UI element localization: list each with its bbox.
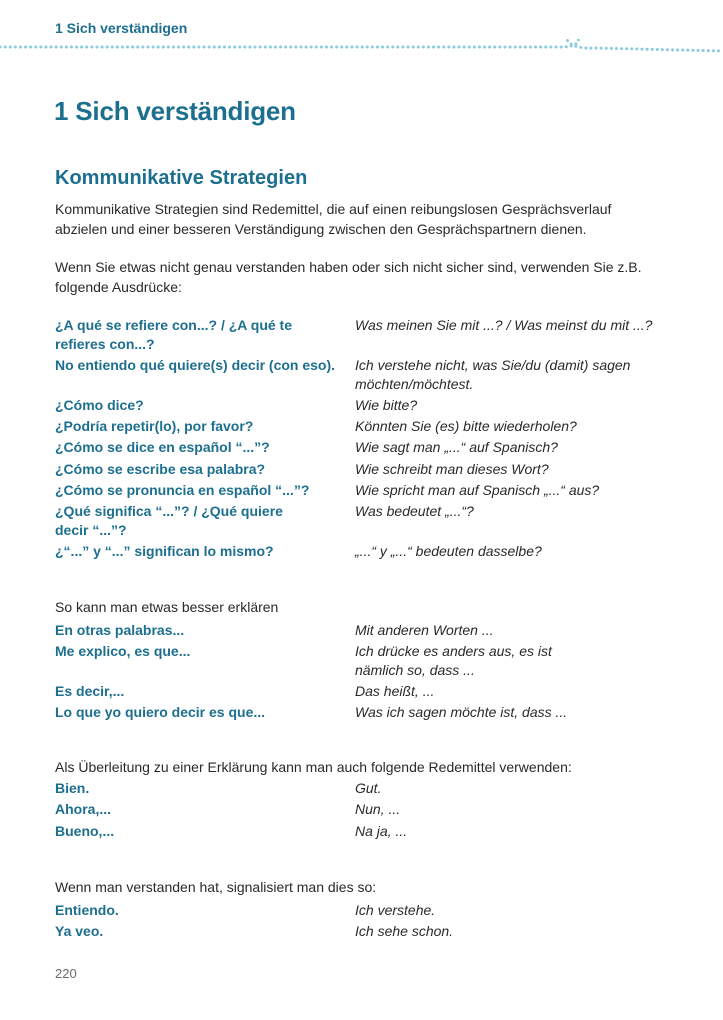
spanish-phrase: Entiendo. <box>55 902 119 918</box>
spanish-phrase: ¿Cómo se pronuncia en español “...”? <box>55 482 310 498</box>
german-translation: Gut. <box>355 780 382 796</box>
dotted-rule-decoration <box>0 39 723 69</box>
german-translation: Das heißt, ... <box>355 683 435 699</box>
german-translation: Nun, ... <box>355 801 401 817</box>
page-number: 220 <box>55 966 77 981</box>
german-translation: Na ja, ... <box>355 823 408 839</box>
spanish-phrase: Bien. <box>55 780 90 796</box>
understood-intro: Wenn man verstanden hat, signalisiert man dies so: <box>55 879 377 895</box>
german-translation: Ich drücke es anders aus, es ist nämlich so, dass ... <box>355 643 552 678</box>
instruction-paragraph: Wenn Sie etwas nicht genau verstanden haben oder sich nicht sicher sind, verwenden Sie z.B. folgende Ausdrücke: <box>55 259 642 295</box>
german-translation: Könnten Sie (es) bitte wiederholen? <box>355 418 577 434</box>
dotted-loop-icon <box>0 39 723 69</box>
german-translation: Wie spricht man auf Spanisch „...“ aus? <box>355 482 600 498</box>
spanish-phrase: Me explico, es que... <box>55 643 191 659</box>
spanish-phrase: Ahora,... <box>55 801 112 817</box>
chapter-title: 1 Sich verständigen <box>54 96 296 126</box>
spanish-phrase: En otras palabras... <box>55 622 185 638</box>
spanish-phrase: ¿Podría repetir(lo), por favor? <box>55 418 254 434</box>
german-translation: „...“ y „...“ bedeuten dasselbe? <box>355 543 542 559</box>
spanish-phrase: Ya veo. <box>55 923 104 939</box>
spanish-phrase: ¿Cómo dice? <box>55 397 144 413</box>
spanish-phrase: Bueno,... <box>55 823 115 839</box>
german-translation: Wie bitte? <box>355 397 418 413</box>
spanish-phrase: ¿Qué significa “...”? / ¿Qué quiere decir “...”? <box>55 503 283 538</box>
spanish-phrase: ¿Cómo se dice en español “...”? <box>55 439 270 455</box>
running-head-title: 1 Sich verständigen <box>55 20 188 36</box>
spanish-phrase: ¿A qué se refiere con...? / ¿A qué te refieres con...? <box>55 317 293 352</box>
german-translation: Ich verstehe nicht, was Sie/du (damit) sagen möchten/möchtest. <box>355 357 631 392</box>
german-translation: Ich verstehe. <box>355 902 436 918</box>
german-translation: Was ich sagen möchte ist, dass ... <box>355 704 568 720</box>
spanish-phrase: No entiendo qué quiere(s) decir (con eso). <box>55 357 336 373</box>
german-translation: Was bedeutet „...“? <box>355 503 474 519</box>
spanish-phrase: Lo que yo quiero decir es que... <box>55 704 266 720</box>
german-translation: Wie schreibt man dieses Wort? <box>355 461 549 477</box>
german-translation: Wie sagt man „...“ auf Spanisch? <box>355 439 558 455</box>
section-title: Kommunikative Strategien <box>55 167 308 189</box>
german-translation: Was meinen Sie mit ...? / Was meinst du mit ...? <box>355 317 653 333</box>
intro-paragraph: Kommunikative Strategien sind Redemittel, die auf einen reibungslosen Gesprächsverlauf abzielen und einer besseren Verständigung zwischen den Gesprächspartnern dienen. <box>55 201 612 237</box>
german-translation: Ich sehe schon. <box>355 923 454 939</box>
german-translation: Mit anderen Worten ... <box>355 622 494 638</box>
explain-intro: So kann man etwas besser erklären <box>55 599 279 615</box>
spanish-phrase: Es decir,... <box>55 683 125 699</box>
spanish-phrase: ¿Cómo se escribe esa palabra? <box>55 461 266 477</box>
spanish-phrase: ¿“...” y “...” significan lo mismo? <box>55 543 274 559</box>
transition-intro: Als Überleitung zu einer Erklärung kann man auch folgende Redemittel verwenden: <box>55 759 572 775</box>
